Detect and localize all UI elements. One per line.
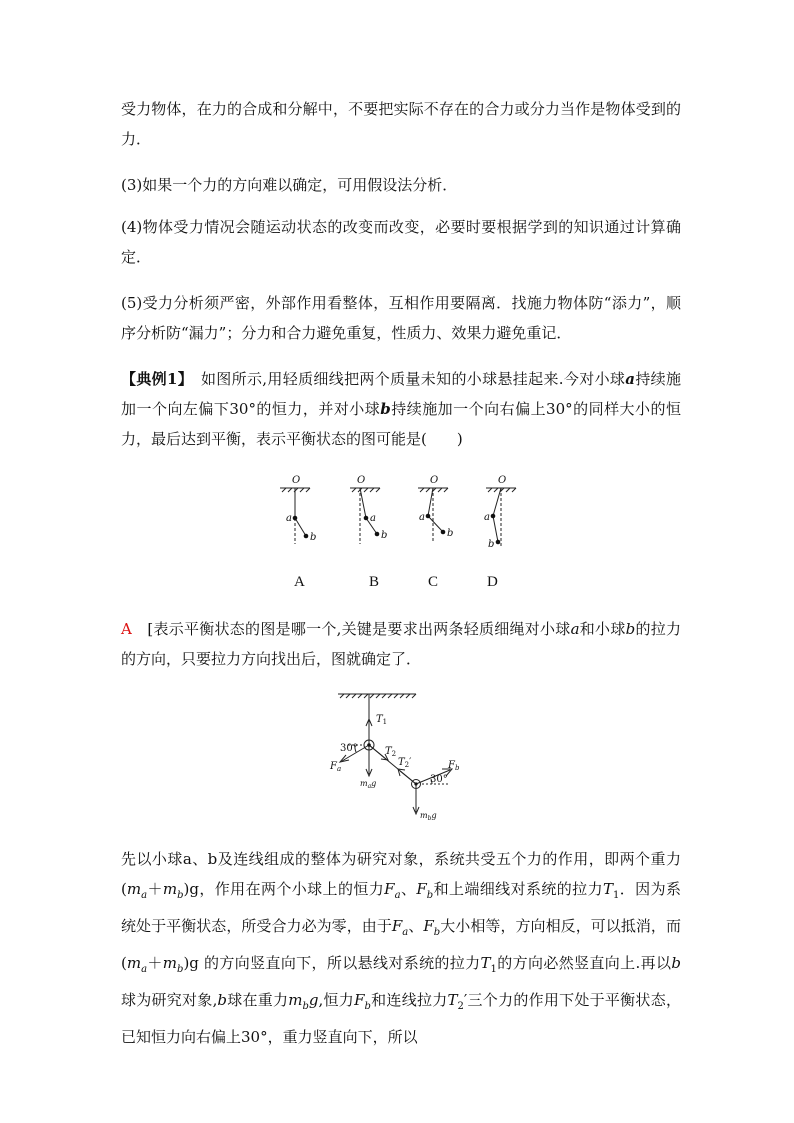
solution-l3-t: T	[602, 880, 613, 898]
paragraph-1: 受力物体，在力的合成和分解中，不要把实际不存在的合力或分力当作是物体受到的力．	[121, 100, 681, 148]
solution-l5-prime: ′	[463, 991, 468, 1009]
fig-c-ball-b: b	[447, 528, 454, 539]
option-label-c: C	[428, 574, 439, 590]
fig-b-o: O	[357, 475, 366, 486]
solution-l2c: 、	[400, 880, 417, 898]
label-mbg-sub: b	[427, 815, 432, 822]
solution-l5a: 向必然竖直向上.再以	[528, 954, 672, 972]
solution-l3-fb-sub: b	[433, 927, 441, 938]
solution-l4-mb-sub: b	[177, 964, 184, 975]
fig-a-ball-b: b	[310, 532, 317, 543]
solution-l6: 三个力的作用下处于平衡状态，已知恒力向右偏上30°，重力竖直向下，所以	[121, 991, 681, 1046]
fig-b-ball-a: a	[370, 513, 376, 524]
solution-l3c: 、	[408, 917, 424, 935]
paragraph-3: (4)物体受力情况会随运动状态的改变而改变，必要时要根据学到的知识通过计算确定．	[121, 218, 681, 266]
answer-ball-a: a	[570, 620, 580, 638]
fig-d-ball-b: b	[488, 539, 495, 550]
solution-l5-f: F	[354, 991, 365, 1009]
solution-l5-b2: b	[217, 991, 227, 1009]
solution-l5b: 球为研究对象,	[121, 991, 218, 1009]
answer-text-1: [表示平衡状态的图是哪一个,关键是要求出两条轻质细绳对小球	[147, 620, 571, 638]
label-fb-sub: b	[454, 764, 460, 772]
label-mag-sub: a	[367, 783, 372, 790]
label-mbg: m	[420, 811, 428, 820]
label-t2-sub: 2	[391, 750, 397, 758]
solution-l3-fb: F	[423, 917, 434, 935]
label-fb: F	[448, 760, 455, 771]
solution-l2-ma-sub: a	[141, 890, 148, 901]
label-t2-prime-sub: 2	[404, 761, 410, 769]
label-t1-sub: 1	[382, 718, 388, 726]
solution-l5d: ,恒力	[318, 991, 355, 1009]
example-ball-b: b	[380, 400, 391, 418]
solution-l5e: 和连线拉力	[370, 991, 448, 1009]
solution-l4-ma: m	[126, 954, 142, 972]
label-mbg-g: g	[431, 811, 437, 820]
solution-l4-mb: m	[162, 954, 178, 972]
solution-l2-plus: ＋	[147, 880, 163, 898]
paragraph-4: (5)受力分析须严密，外部作用看整体，互相作用要隔离．找施力物体防“添力”，顺序分析防“漏力”；分力和合力避免重复，性质力、效果力避免重记．	[121, 294, 681, 342]
label-t2-prime-mark: ′	[409, 757, 412, 768]
solution-l3-fa-sub: a	[402, 927, 409, 938]
svg-text:mag	[360, 779, 376, 790]
solution-l5c: 球在重力	[226, 991, 289, 1009]
answer-text-2: 的拉力的方向，只要拉力方向找出后，图就确定了．	[121, 620, 681, 668]
solution-l4b: )g 的方向竖直向下，所以悬线对系统的拉力	[183, 954, 481, 972]
example-text-2: 持续施加一个向左偏下30°的恒力，并对小球	[121, 370, 681, 418]
solution-l2-mb: m	[162, 880, 178, 898]
label-mag: m	[360, 779, 368, 788]
label-fa: F	[330, 761, 337, 772]
example-text-3: 持续施加一个向右偏上30°的同样大小的恒力，最后达到平衡，表示平衡状态的图可能是( )	[121, 400, 681, 448]
svg-text:mbg	[420, 811, 437, 822]
paragraph-2: (3)如果一个力的方向难以确定，可用假设法分析．	[121, 176, 458, 194]
answer-paragraph	[121, 614, 681, 674]
example-question	[121, 364, 681, 454]
solution-l2-fa: F	[384, 880, 395, 898]
solution-l2-fa-sub: a	[394, 890, 401, 901]
label-t2-prime: T	[398, 757, 405, 768]
answer-and: 和小球	[579, 620, 626, 638]
solution-l5-f-sub: b	[364, 1001, 371, 1012]
solution-l3d: 大小相等，方向相	[440, 917, 561, 935]
force-diagram	[318, 688, 478, 828]
solution-l2d: 和上端细线对系统的拉力	[433, 880, 603, 898]
solution-paragraph	[121, 844, 681, 1052]
solution-l3-fa: F	[391, 917, 403, 935]
svg-text:T2′	[398, 757, 412, 769]
solution-l4-t: T	[480, 954, 491, 972]
option-label-a: A	[294, 574, 305, 590]
fig-c-o: O	[430, 475, 439, 486]
solution-l5-m-sub: b	[302, 1001, 309, 1012]
fig-d-ball-a: a	[484, 512, 490, 523]
example-tag: 【典例1】	[121, 370, 186, 388]
solution-l5-t: T	[447, 991, 458, 1009]
options-figure	[260, 470, 540, 562]
solution-l3: ．因为系统处于平衡状态，所受合力必为零，由于	[121, 880, 681, 935]
answer-letter: A	[121, 620, 132, 638]
solution-l4a: 反，可以抵消，而(	[121, 917, 681, 972]
solution-l2-fb: F	[416, 880, 427, 898]
solution-l5-b: b	[671, 954, 681, 972]
solution-l4-plus: ＋	[147, 954, 163, 972]
solution-l5-g: g	[308, 991, 319, 1009]
fig-b-ball-b: b	[381, 530, 388, 541]
angle-right: 30°	[430, 774, 448, 785]
option-label-d: D	[487, 574, 498, 590]
option-label-b: B	[369, 574, 380, 590]
solution-l2-fb-sub: b	[426, 890, 434, 901]
label-t1: T	[376, 714, 383, 725]
answer-ball-b: b	[625, 620, 636, 638]
solution-l2b: )g，作用在两个小球上的恒力	[183, 880, 385, 898]
solution-l5-m: m	[288, 991, 303, 1009]
solution-l5-t-sub: 2	[457, 1001, 464, 1012]
example-ball-a: a	[625, 370, 635, 388]
solution-l3-t-sub: 1	[613, 890, 620, 901]
fig-d-o: O	[498, 475, 507, 486]
svg-text:T1	[376, 714, 387, 726]
solution-l2-mb-sub: b	[177, 890, 184, 901]
solution-l4-t-sub: 1	[490, 964, 497, 975]
solution-l4-ma-sub: a	[141, 964, 148, 975]
solution-line-1: 先以小球a、b及连线组成的整体为研究对象，系统共受五个力的作用，即两个	[121, 850, 651, 868]
label-t2: T	[385, 746, 392, 757]
angle-left: 30°	[340, 743, 358, 754]
fig-a-o: O	[292, 475, 301, 486]
solution-l2-ma: m	[126, 880, 142, 898]
fig-a-ball-a: a	[286, 513, 292, 524]
example-text-1: 如图所示,用轻质细线把两个质量未知的小球悬挂起来.今对小球	[185, 370, 626, 388]
fig-c-ball-a: a	[419, 512, 425, 523]
solution-l4c: 的方	[496, 954, 528, 972]
svg-text:Fa	[329, 761, 341, 773]
svg-text:T2	[385, 746, 396, 758]
svg-text:Fb	[447, 760, 460, 772]
label-fa-sub: a	[336, 765, 342, 773]
label-mag-g: g	[371, 779, 377, 788]
solution-l2a: 重力(	[121, 850, 681, 898]
